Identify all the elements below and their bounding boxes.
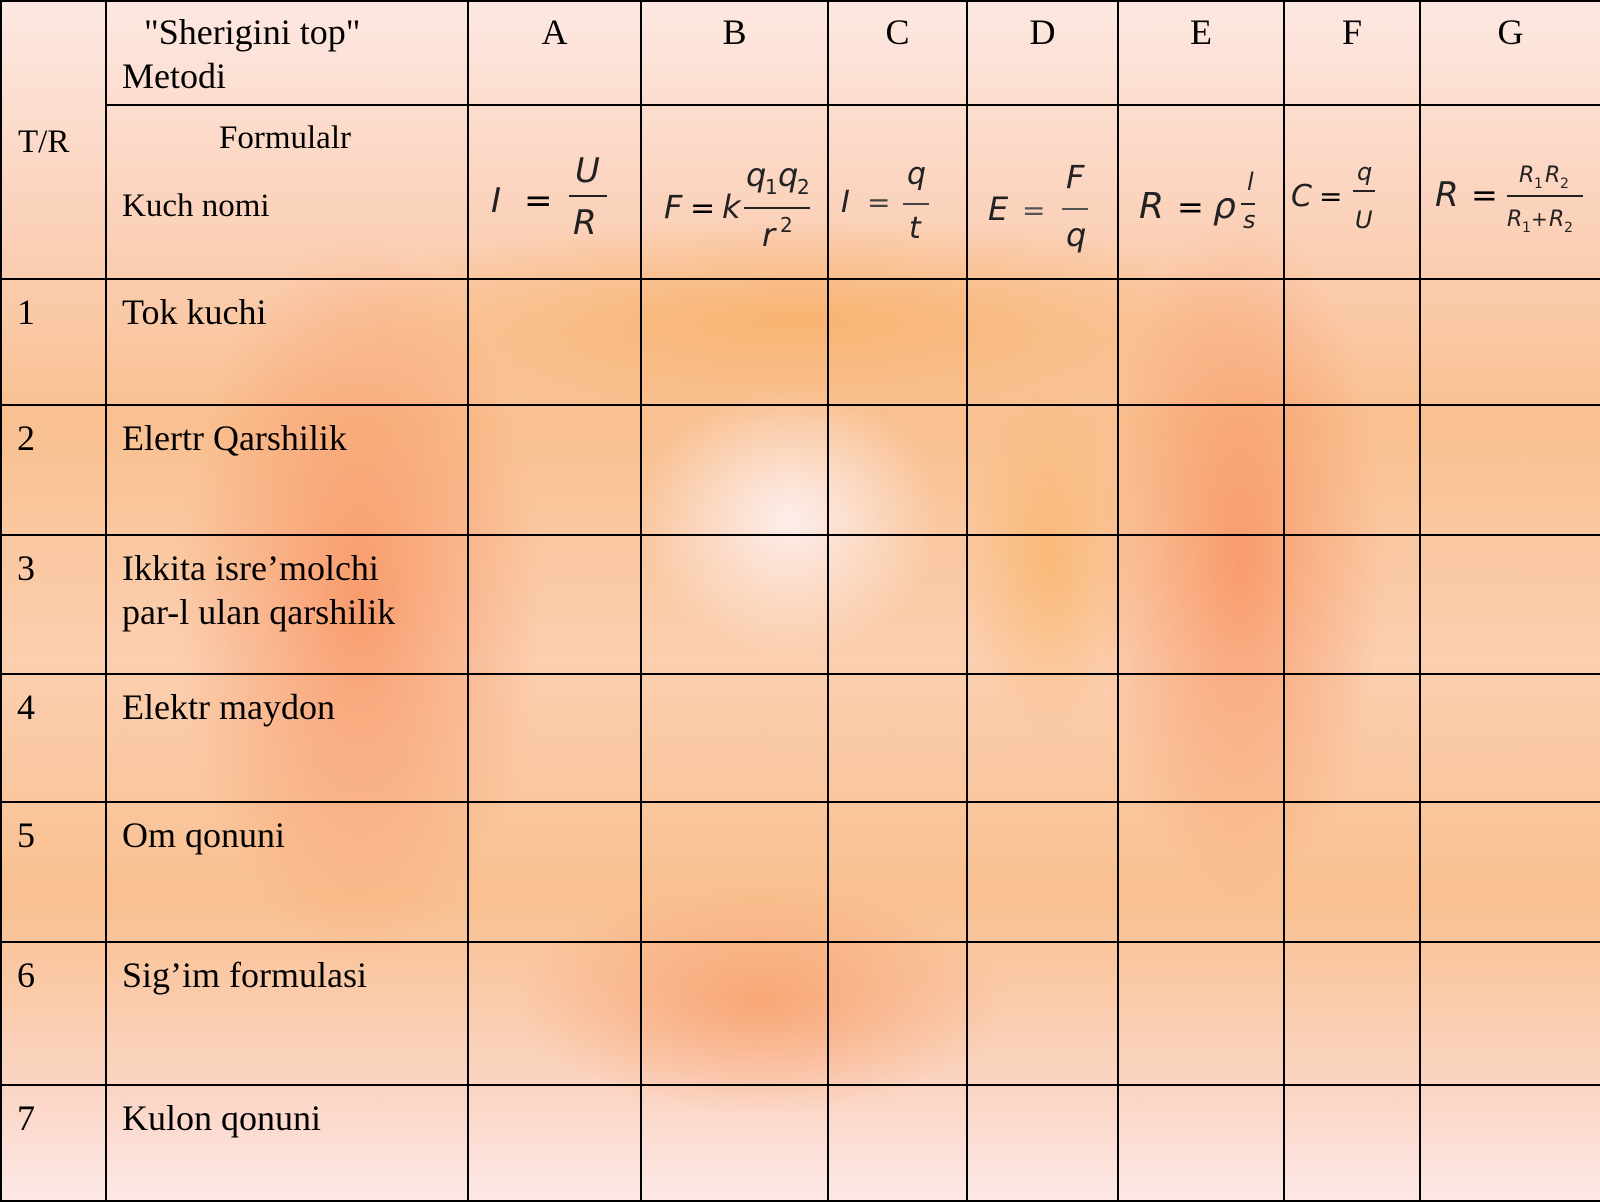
formula-d-denominator: q (1066, 216, 1087, 254)
answer-cell-3e[interactable] (1118, 535, 1284, 674)
table-row (1, 535, 1600, 674)
formula-d-svg (968, 106, 1119, 276)
answer-cell-5b[interactable] (641, 802, 828, 942)
table-row (1, 279, 1600, 405)
column-header-g: G (1420, 1, 1600, 105)
row-name (106, 674, 468, 802)
table-row (1, 405, 1600, 535)
formula-a-lhs: I (491, 181, 502, 221)
answer-cell-1a[interactable] (468, 279, 641, 405)
row-name-line: Kulon qonuni (122, 1098, 322, 1138)
formula-g-num-sub2: 2 (1560, 176, 1569, 192)
formula-f-equals: = (1319, 180, 1343, 213)
column-header-c: C (828, 1, 967, 105)
formula-e-numerator: l (1247, 168, 1254, 196)
answer-cell-1e[interactable] (1118, 279, 1284, 405)
formula-g-lhs: R (1435, 175, 1459, 215)
answer-cell-5g[interactable] (1420, 802, 1600, 942)
answer-cell-1f[interactable] (1284, 279, 1420, 405)
formula-e-denominator: s (1243, 206, 1256, 234)
formula-a (468, 105, 641, 279)
formula-f-svg (1285, 106, 1421, 276)
answer-cell-1d[interactable] (967, 279, 1118, 405)
answer-cell-3f[interactable] (1284, 535, 1420, 674)
formula-d-lhs: E (988, 190, 1009, 228)
column-header-d: D (967, 1, 1118, 105)
answer-cell-7g[interactable] (1420, 1085, 1600, 1201)
formula-b-sub2: 2 (797, 175, 810, 199)
formula-e (1118, 105, 1284, 279)
answer-cell-4f[interactable] (1284, 674, 1420, 802)
answer-cell-7f[interactable] (1284, 1085, 1420, 1201)
answer-cell-2f[interactable] (1284, 405, 1420, 535)
formula-b-equals: = (690, 191, 716, 226)
formula-e-lhs: R (1139, 186, 1165, 227)
row-name-line: Sig’im formulasi (122, 955, 367, 995)
formula-a-svg (469, 106, 639, 276)
formula-a-denominator: R (573, 203, 597, 243)
formula-a-equals: = (524, 181, 553, 221)
answer-cell-3d[interactable] (967, 535, 1118, 674)
formula-d (967, 105, 1118, 279)
answer-cell-6f[interactable] (1284, 942, 1420, 1085)
formula-b-sub1: 1 (765, 175, 778, 199)
formula-c (828, 105, 967, 279)
tr-header: T/R (1, 1, 106, 279)
answer-cell-1c[interactable] (828, 279, 967, 405)
answer-cell-3a[interactable] (468, 535, 641, 674)
answer-cell-7a[interactable] (468, 1085, 641, 1201)
formulas-label: Formulalr (219, 120, 351, 156)
formula-e-rho: ρ (1213, 186, 1236, 227)
answer-cell-4d[interactable] (967, 674, 1118, 802)
answer-cell-5d[interactable] (967, 802, 1118, 942)
formula-b-r: r (762, 216, 776, 254)
formula-g-plus: + (1531, 207, 1548, 231)
formula-b-power: 2 (780, 213, 793, 237)
formula-c-svg (829, 106, 968, 276)
answer-cell-2d[interactable] (967, 405, 1118, 535)
formula-f (1284, 105, 1420, 279)
formula-f-denominator: U (1355, 206, 1373, 234)
answer-cell-2g[interactable] (1420, 405, 1600, 535)
row-name (106, 802, 468, 942)
column-header-a: A (468, 1, 641, 105)
answer-cell-7e[interactable] (1118, 1085, 1284, 1201)
method-title-line2: Metodi (122, 56, 226, 96)
row-name (106, 942, 468, 1085)
row-name-line: Ikkita isre’molchi (122, 548, 379, 588)
row-number: 6 (1, 942, 106, 1085)
answer-cell-6b[interactable] (641, 942, 828, 1085)
answer-cell-6g[interactable] (1420, 942, 1600, 1085)
column-header-b: B (641, 1, 828, 105)
row-name (106, 279, 468, 405)
formula-b-svg (642, 106, 827, 276)
answer-cell-3c[interactable] (828, 535, 967, 674)
answer-cell-4c[interactable] (828, 674, 967, 802)
table-row (1, 942, 1600, 1085)
answer-cell-5e[interactable] (1118, 802, 1284, 942)
row-name-line: Om qonuni (122, 815, 286, 855)
row-number: 5 (1, 802, 106, 942)
formula-g-den-r1: R (1507, 207, 1523, 232)
row-number: 3 (1, 535, 106, 674)
answer-cell-4b[interactable] (641, 674, 828, 802)
formula-c-lhs: I (841, 185, 850, 220)
table-row (1, 1085, 1600, 1201)
formula-f-numerator: q (1357, 158, 1373, 186)
method-title (106, 1, 468, 105)
row-name-line: Tok kuchi (122, 292, 267, 332)
answer-cell-5a[interactable] (468, 802, 641, 942)
formula-g-num-r2: R (1545, 163, 1561, 188)
formula-g-svg (1421, 106, 1600, 276)
row-number: 7 (1, 1085, 106, 1201)
answer-cell-6e[interactable] (1118, 942, 1284, 1085)
formula-e-svg (1119, 106, 1285, 276)
formula-d-equals: = (1022, 194, 1046, 227)
answer-cell-2b[interactable] (641, 405, 828, 535)
answer-cell-2e[interactable] (1118, 405, 1284, 535)
answer-cell-4g[interactable] (1420, 674, 1600, 802)
formula-e-equals: = (1177, 188, 1204, 226)
row-name (106, 405, 468, 535)
formula-f-lhs: C (1291, 179, 1312, 214)
row-name-line: Elektr maydon (122, 687, 335, 727)
row-name-line: Elertr Qarshilik (122, 418, 347, 458)
formula-g-num-sub1: 1 (1534, 176, 1543, 192)
row-number: 1 (1, 279, 106, 405)
answer-cell-7b[interactable] (641, 1085, 828, 1201)
row-name (106, 535, 468, 674)
formula-g-den-r2: R (1549, 207, 1565, 232)
formula-g-num-r1: R (1519, 163, 1535, 188)
answer-cell-6a[interactable] (468, 942, 641, 1085)
answer-cell-4a[interactable] (468, 674, 641, 802)
row-number: 4 (1, 674, 106, 802)
formula-c-numerator: q (907, 157, 927, 192)
column-header-e: E (1118, 1, 1284, 105)
row-number: 2 (1, 405, 106, 535)
formula-a-numerator: U (575, 151, 600, 191)
method-title-line1: "Sherigini top" (144, 12, 361, 52)
answer-cell-7d[interactable] (967, 1085, 1118, 1201)
formula-b-k: k (722, 188, 741, 226)
kuch-nomi-label: Kuch nomi (122, 188, 270, 224)
table-row (1, 674, 1600, 802)
answer-cell-2a[interactable] (468, 405, 641, 535)
answer-cell-7c[interactable] (828, 1085, 967, 1201)
answer-cell-1b[interactable] (641, 279, 828, 405)
column-header-f: F (1284, 1, 1420, 105)
formula-b-q1: q (746, 156, 767, 194)
formula-b (641, 105, 828, 279)
formula-g-den-sub1: 1 (1522, 220, 1531, 236)
formula-c-denominator: t (909, 211, 921, 246)
answer-cell-6c[interactable] (828, 942, 967, 1085)
formula-g (1420, 105, 1600, 279)
answer-cell-3b[interactable] (641, 535, 828, 674)
answer-cell-5f[interactable] (1284, 802, 1420, 942)
formula-c-equals: = (867, 186, 891, 219)
formula-b-q2: q (778, 156, 799, 194)
formula-g-den-sub2: 2 (1564, 220, 1573, 236)
table-row (1, 802, 1600, 942)
answer-cell-6d[interactable] (967, 942, 1118, 1085)
formula-d-numerator: F (1066, 158, 1085, 196)
formulas-kuch-header (106, 105, 468, 279)
answer-cell-1g[interactable] (1420, 279, 1600, 405)
row-name (106, 1085, 468, 1201)
answer-cell-2c[interactable] (828, 405, 967, 535)
row-name-line: par-l ulan qarshilik (122, 592, 396, 632)
answer-cell-5c[interactable] (828, 802, 967, 942)
formula-g-equals: = (1471, 176, 1498, 214)
answer-cell-4e[interactable] (1118, 674, 1284, 802)
answer-cell-3g[interactable] (1420, 535, 1600, 674)
formula-b-lhs: F (664, 188, 683, 226)
